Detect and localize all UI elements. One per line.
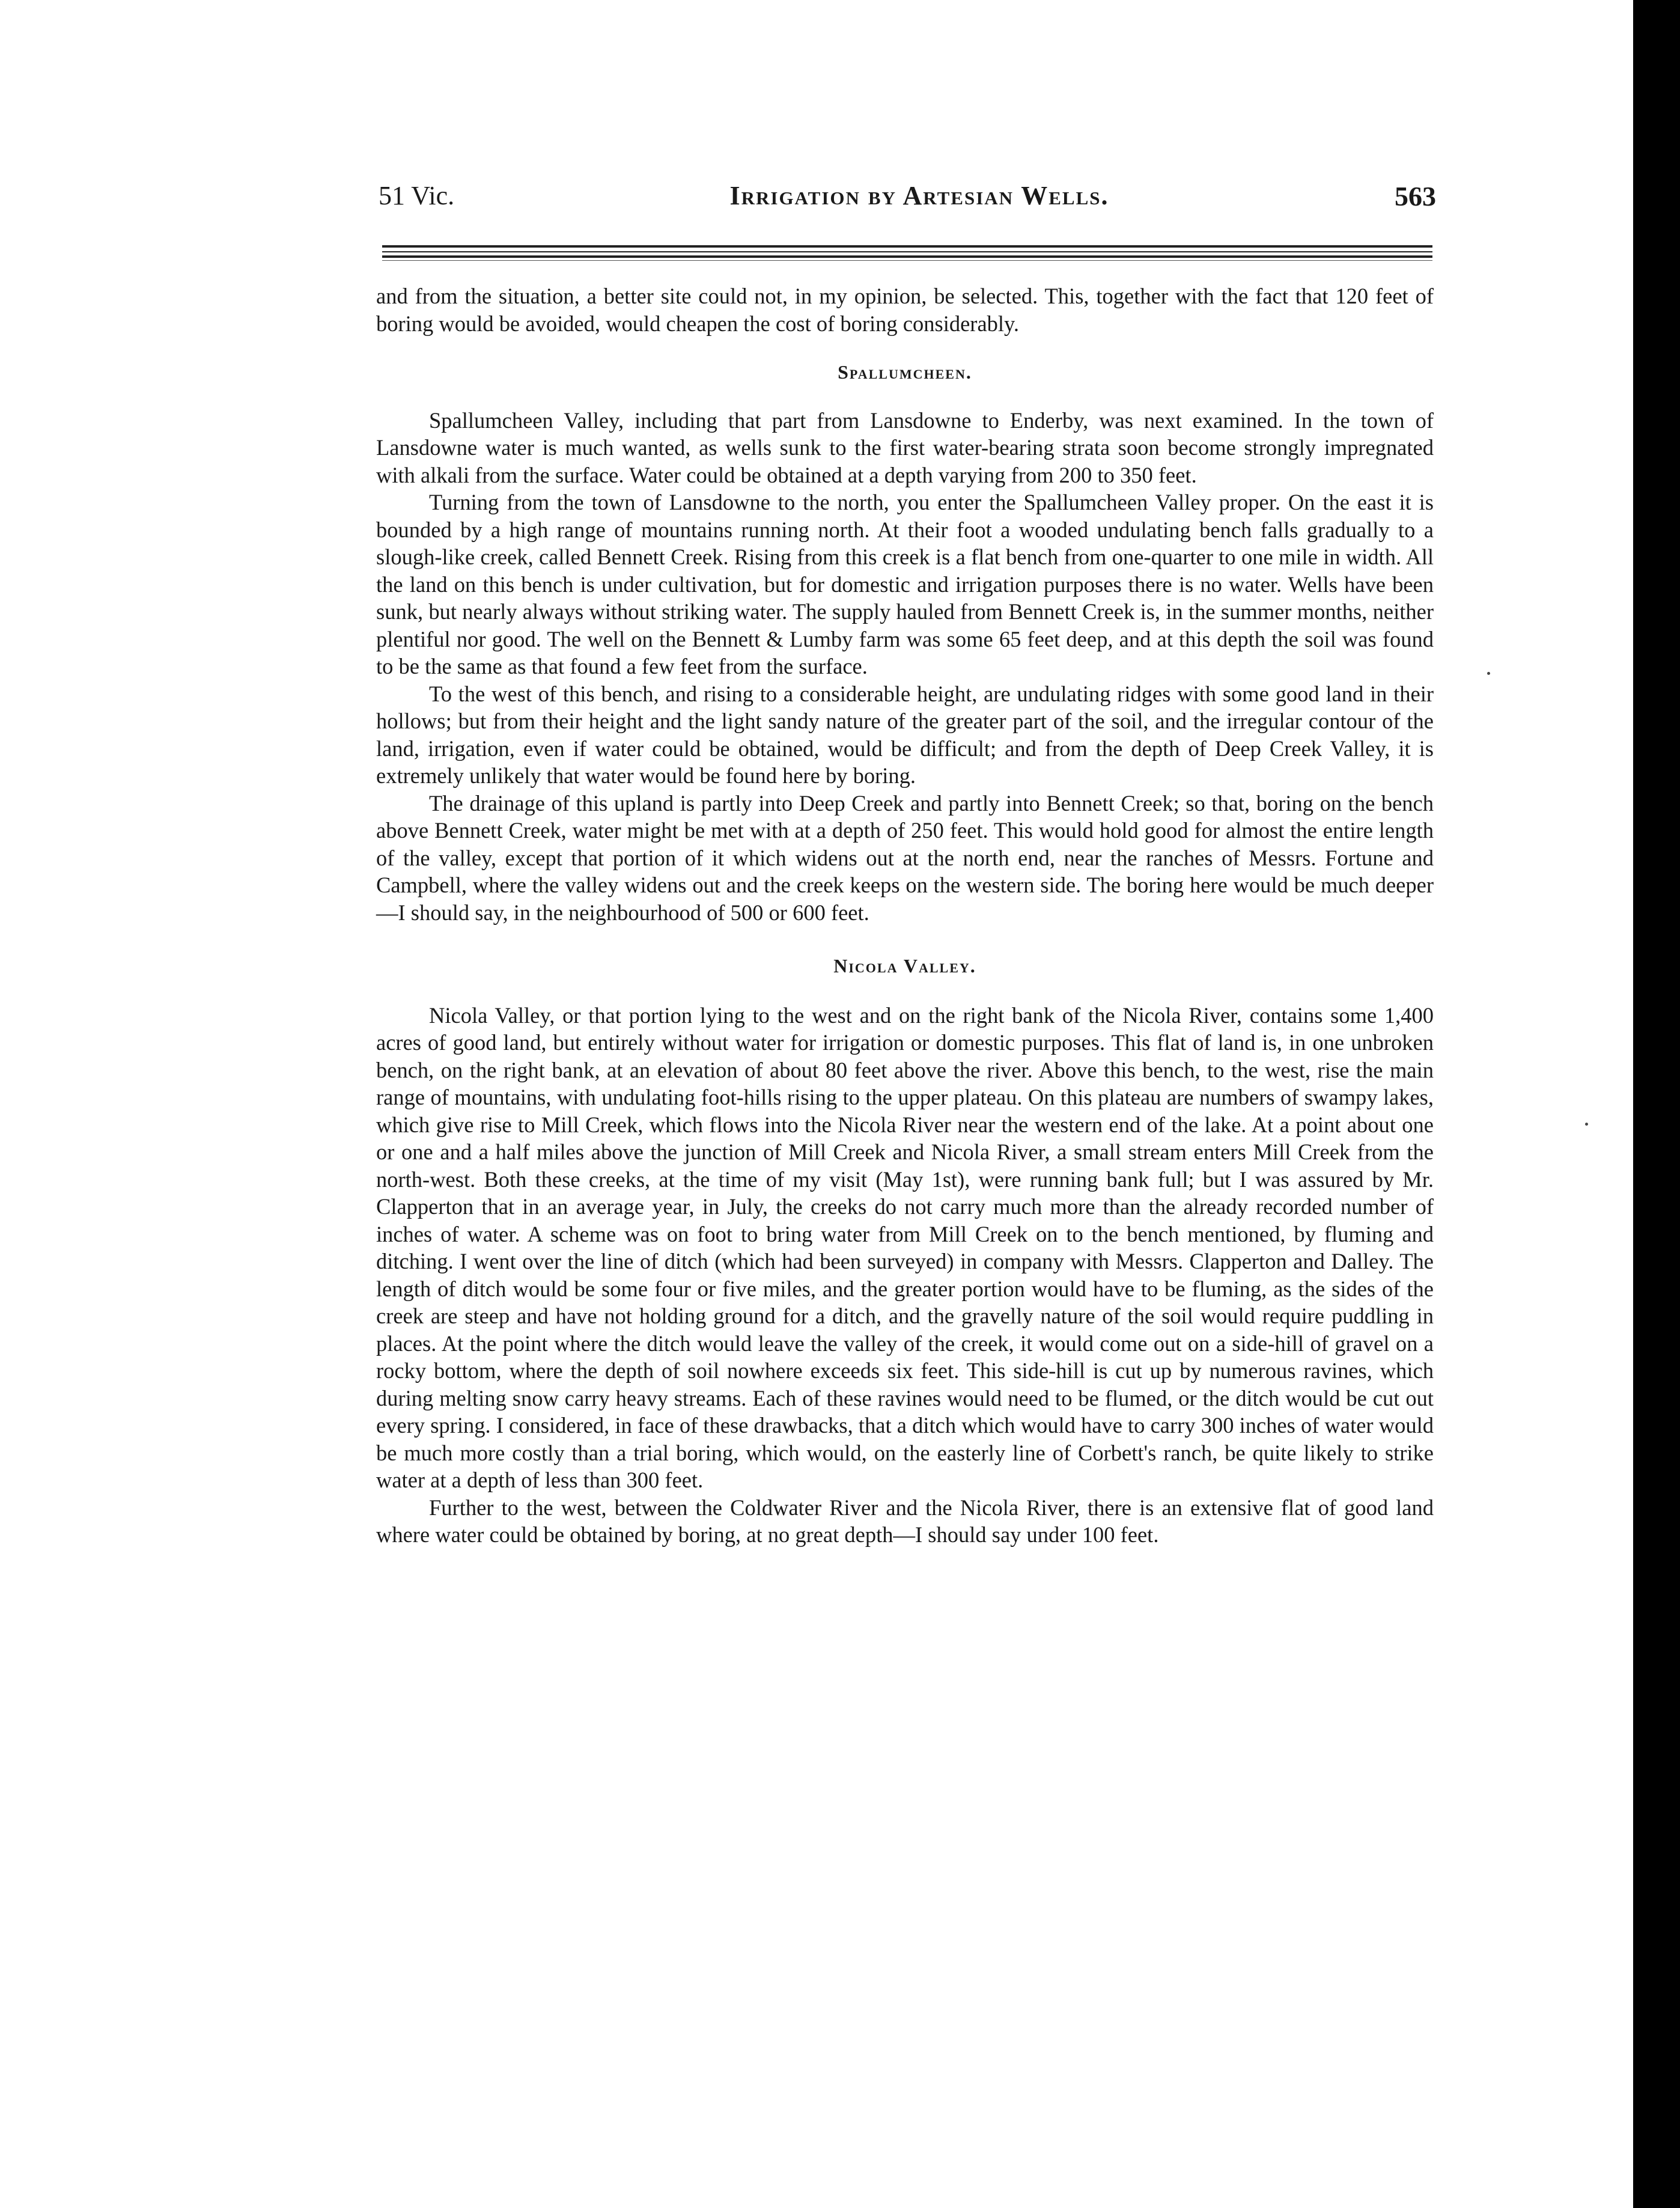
header-title: Irrigation by Artesian Wells.	[729, 181, 1109, 210]
scan-edge	[1633, 0, 1680, 2208]
page-number: 563	[1395, 181, 1436, 212]
section-heading-nicola-valley: Nicola Valley.	[833, 955, 976, 977]
header-rule	[382, 245, 1432, 248]
paper-speck	[1585, 1123, 1588, 1126]
paragraph: Turning from the town of Lansdowne to the north, you enter the Spallumcheen Valley proper. On the east it is bounded by a high range of mountains running north. At their foot a wooded undulating bench falls gradually to a slough-like creek, called Bennett Creek. Rising from this creek is a flat bench from one-quarter to one mile in width. All the land on this bench is under cultivation, but for domestic and irrigation purposes there is no water. Wells have been sunk, but nearly always without striking water. The supply hauled from Bennett Creek is, in the summer months, neither plentiful nor good. The well on the Bennett & Lumby farm was some 65 feet deep, and at this depth the soil was found to be the same as that found a few feet from the surface.	[376, 490, 1434, 679]
paragraph: The drainage of this upland is partly into Deep Creek and partly into Bennett Creek; so that, boring on the bench above Bennett Creek, water might be met with at a depth of 250 feet. This would hold good for almost the entire length of the valley, except that portion of it which widens out at the north end, near the ranches of Messrs. Fortune and Campbell, where the valley widens out and the creek keeps on the western side. The boring here would be much deeper—I should say, in the neighbourhood of 500 or 600 feet.	[376, 790, 1434, 925]
header-session: 51 Vic.	[379, 181, 455, 210]
paragraph: To the west of this bench, and rising to a considerable height, are undulating ridges with some good land in their hollows; but from their height and the light sandy nature of the greater part of the soil, and the irregular contour of the land, irrigation, even if water could be obtained, would be difficult; and from the depth of Deep Creek Valley, it is extremely unlikely that water would be found here by boring.	[376, 681, 1434, 788]
paragraph: Further to the west, between the Coldwater River and the Nicola River, there is an extensive flat of good land where water could be obtained by boring, at no great depth—I should say under 100 feet.	[376, 1495, 1434, 1547]
body-text	[376, 282, 1434, 1549]
section-heading-spallumcheen: Spallumcheen.	[838, 361, 972, 383]
paragraph: Nicola Valley, or that portion lying to the west and on the right bank of the Nicola River, contains some 1,400 acres of good land, but entirely without water for irrigation or domestic purposes. This flat of land is, in one unbroken bench, on the right bank, at an elevation of about 80 feet above the river. Above this bench, to the west, rise the main range of mountains, with undulating foot-hills rising to the upper plateau. On this plateau are numbers of swampy lakes, which give rise to Mill Creek, which flows into the Nicola River near the western end of the lake. At a point about one or one and a half miles above the junction of Mill Creek and Nicola River, a small stream enters Mill Creek from the north-west. Both these creeks, at the time of my visit (May 1st), were running bank full; but I was assured by Mr. Clapperton that in an average year, in July, the creeks do not carry much more than the already recorded number of inches of water. A scheme was on foot to bring water from Mill Creek on to the bench mentioned, by fluming and ditching. I went over the line of ditch (which had been surveyed) in company with Messrs. Clapperton and Dalley. The length of ditch would be some four or five miles, and the greater portion would have to be fluming, as the sides of the creek are steep and have not holding ground for a ditch, and the gravelly nature of the soil would require puddling in places. At the point where the ditch would leave the valley of the creek, it would come out on a side-hill of gravel on a rocky bottom, where the depth of soil nowhere exceeds six feet. This side-hill is cut up by numerous ravines, which during melting snow carry heavy streams. Each of these ravines would need to be flumed, or the ditch would be cut out every spring. I considered, in face of these drawbacks, that a ditch which would have to carry 300 inches of water would be much more costly than a trial boring, which would, on the easterly line of Corbett's ranch, be quite likely to strike water at a depth of less than 300 feet.	[376, 1002, 1434, 1492]
header-rule	[382, 260, 1432, 261]
paragraph-continued: and from the situation, a better site could not, in my opinion, be selected. This, together with the fact that 120 feet of boring would be avoided, would cheapen the cost of boring considerably.	[376, 284, 1434, 336]
paper-speck	[1487, 672, 1490, 675]
header-rule	[382, 251, 1432, 252]
paragraph: Spallumcheen Valley, including that part from Lansdowne to Enderby, was next examined. In the town of Lansdowne water is much wanted, as wells sunk to the first water-bearing strata soon become strongly impregnated with alkali from the surface. Water could be obtained at a depth varying from 200 to 350 feet.	[376, 407, 1434, 487]
header-rule	[382, 255, 1432, 258]
running-header	[379, 180, 1436, 216]
